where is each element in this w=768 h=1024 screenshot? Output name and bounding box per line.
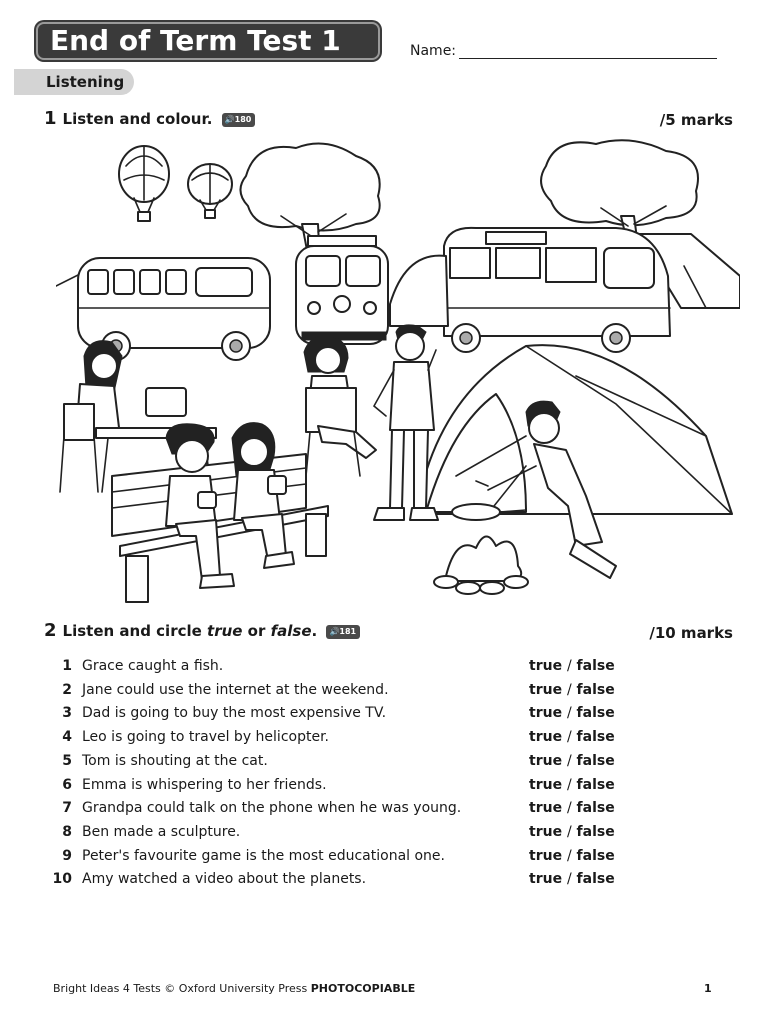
laptop-icon bbox=[146, 388, 186, 416]
question-number: 6 bbox=[62, 776, 72, 793]
separator: / bbox=[566, 871, 572, 888]
question-row bbox=[52, 752, 615, 775]
question-number: 9 bbox=[62, 847, 72, 864]
false-option[interactable]: false bbox=[576, 752, 615, 769]
question-text: Ben made a sculpture. bbox=[82, 823, 241, 840]
false-option[interactable]: false bbox=[576, 871, 615, 888]
question-number: 2 bbox=[62, 681, 72, 698]
true-false-choice bbox=[529, 682, 615, 698]
true-false-choice bbox=[529, 729, 615, 745]
separator: / bbox=[566, 752, 572, 769]
question-row bbox=[52, 681, 615, 704]
exercise-2-heading: 2 Listen and circle true or false. 🔊181 bbox=[44, 620, 360, 641]
true-option[interactable]: true bbox=[529, 681, 563, 698]
question-number: 3 bbox=[62, 705, 72, 722]
question-text: Amy watched a video about the planets. bbox=[82, 871, 367, 888]
name-label: Name: bbox=[410, 43, 457, 59]
question-number: 1 bbox=[62, 658, 72, 674]
true-false-choice bbox=[529, 753, 615, 769]
question-number: 10 bbox=[52, 871, 72, 888]
question-text: Peter's favourite game is the most educational one. bbox=[82, 847, 445, 864]
small-tent bbox=[390, 256, 448, 326]
exercise-2-number: 2 bbox=[44, 620, 57, 641]
question-number: 4 bbox=[62, 729, 72, 746]
false-option[interactable]: false bbox=[576, 658, 615, 674]
question-number: 5 bbox=[62, 752, 72, 769]
true-false-choice bbox=[529, 848, 615, 864]
name-field[interactable] bbox=[459, 58, 717, 59]
page-number: 1 bbox=[704, 982, 712, 995]
audio-track-badge-2[interactable]: 🔊181 bbox=[326, 625, 360, 639]
true-false-choice bbox=[529, 705, 615, 721]
question-text: Grace caught a fish. bbox=[82, 658, 224, 674]
true-option[interactable]: true bbox=[529, 752, 563, 769]
question-row bbox=[52, 847, 615, 870]
separator: / bbox=[566, 705, 572, 722]
true-option[interactable]: true bbox=[529, 871, 563, 888]
exercise-1-number: 1 bbox=[44, 108, 57, 129]
question-row bbox=[52, 871, 615, 893]
footer: Bright Ideas 4 Tests © Oxford University Press PHOTOCOPIABLE bbox=[53, 982, 416, 995]
false-option[interactable]: false bbox=[576, 800, 615, 817]
question-row bbox=[52, 705, 615, 727]
exercise-2-marks: /10 marks bbox=[649, 624, 733, 642]
true-option[interactable]: true bbox=[529, 823, 563, 840]
hot-air-balloon-icon bbox=[119, 146, 169, 221]
separator: / bbox=[566, 776, 572, 793]
true-option[interactable]: true bbox=[529, 729, 563, 746]
false-option[interactable]: false bbox=[576, 823, 615, 840]
question-text: Jane could use the internet at the weekend. bbox=[82, 681, 389, 698]
camper-van-right bbox=[444, 228, 670, 352]
page-title: End of Term Test 1 bbox=[36, 22, 380, 60]
false-option[interactable]: false bbox=[576, 729, 615, 746]
exercise-1-marks: /5 marks bbox=[659, 111, 733, 129]
true-false-choice bbox=[529, 658, 615, 674]
question-row bbox=[52, 658, 615, 680]
question-text: Leo is going to travel by helicopter. bbox=[82, 729, 329, 746]
true-option[interactable]: true bbox=[529, 776, 563, 793]
true-option[interactable]: true bbox=[529, 847, 563, 864]
false-option[interactable]: false bbox=[576, 705, 615, 722]
exercise-1-heading bbox=[44, 108, 255, 129]
separator: / bbox=[566, 658, 572, 674]
girl-on-chair bbox=[304, 336, 376, 476]
exercise-1-instruction: Listen and colour. bbox=[62, 110, 213, 128]
separator: / bbox=[566, 800, 572, 817]
question-text: Dad is going to buy the most expensive TV. bbox=[82, 705, 387, 722]
true-false-choice bbox=[529, 777, 615, 793]
question-text: Tom is shouting at the cat. bbox=[82, 752, 268, 769]
question-text: Emma is whispering to her friends. bbox=[82, 776, 327, 793]
question-text: Grandpa could talk on the phone when he was young. bbox=[82, 800, 462, 817]
question-row bbox=[52, 776, 615, 799]
section-tab-listening: Listening bbox=[14, 69, 134, 95]
separator: / bbox=[566, 681, 572, 698]
question-row bbox=[52, 800, 615, 822]
campfire-icon bbox=[434, 536, 528, 594]
true-option[interactable]: true bbox=[529, 705, 563, 722]
true-false-choice bbox=[529, 800, 615, 816]
question-row bbox=[52, 729, 615, 751]
separator: / bbox=[566, 847, 572, 864]
false-option[interactable]: false bbox=[576, 681, 615, 698]
hot-air-balloon-icon bbox=[188, 164, 232, 218]
question-number: 7 bbox=[62, 800, 72, 817]
question-number: 8 bbox=[62, 823, 72, 840]
separator: / bbox=[566, 729, 572, 746]
question-row bbox=[52, 823, 615, 846]
campsite-illustration bbox=[56, 136, 740, 606]
false-option[interactable]: false bbox=[576, 776, 615, 793]
true-option[interactable]: true bbox=[529, 658, 563, 674]
separator: / bbox=[566, 823, 572, 840]
true-false-choice bbox=[529, 824, 615, 840]
true-option[interactable]: true bbox=[529, 800, 563, 817]
true-false-choice bbox=[529, 871, 615, 887]
camper-van-front bbox=[296, 236, 388, 344]
speaker-icon: 🔊 bbox=[224, 114, 235, 124]
false-option[interactable]: false bbox=[576, 847, 615, 864]
audio-track-badge-1[interactable]: 🔊180 bbox=[222, 113, 256, 127]
speaker-icon: 🔊 bbox=[329, 626, 340, 636]
